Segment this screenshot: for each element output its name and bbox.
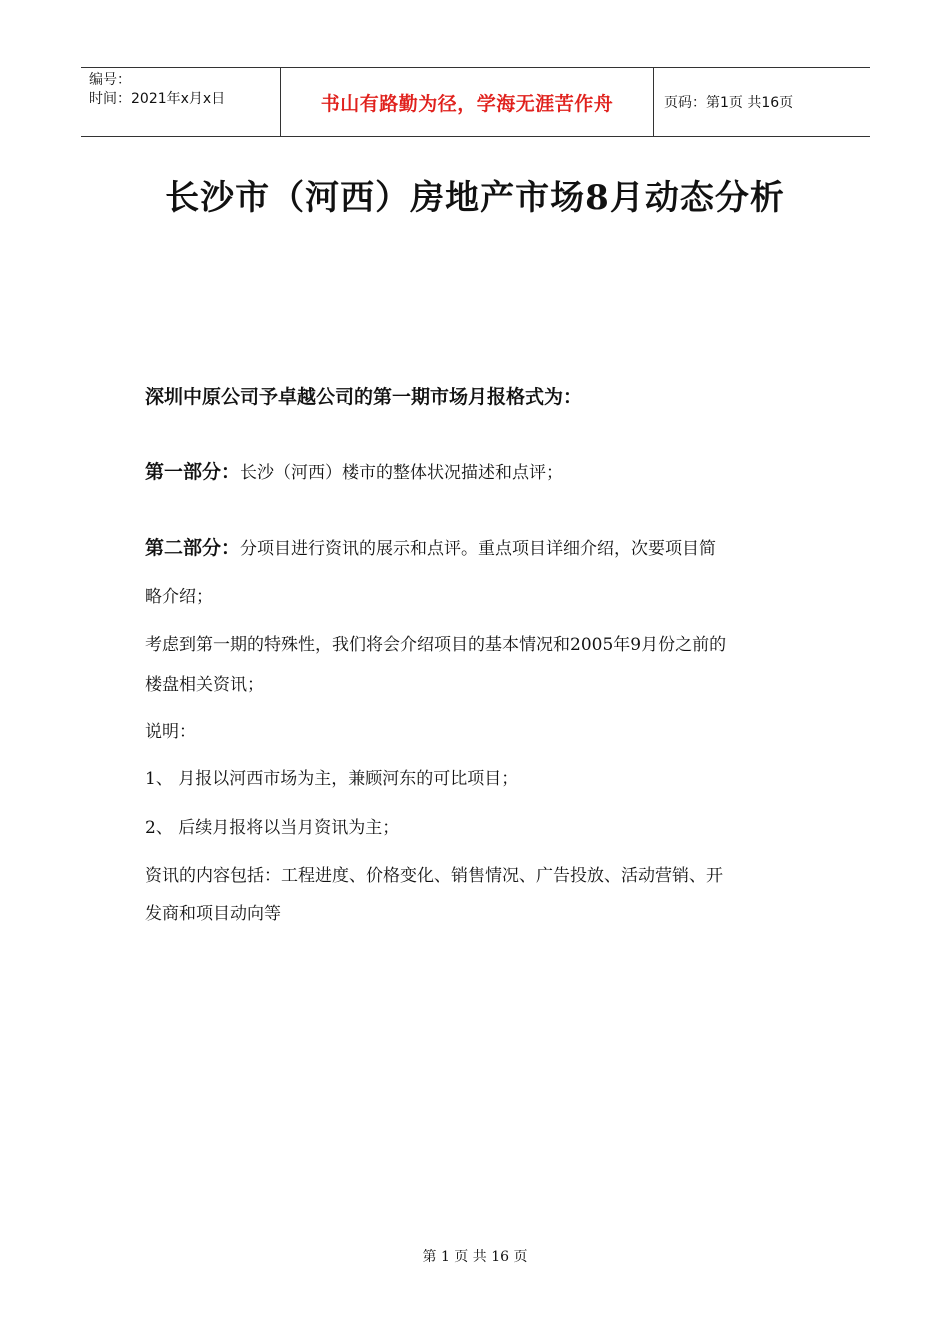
document-header — [81, 67, 870, 137]
document-title: 长沙市（河西）房地产市场8月动态分析 — [165, 178, 785, 218]
page-footer: 第 1 页 共 16 页 — [422, 1249, 528, 1265]
document-time-label: 时间：2021年x月x日 — [89, 91, 226, 107]
part2-text-line2: 略介绍； — [145, 587, 213, 607]
note-item: 2、 后续月报将以当月资讯为主； — [145, 818, 400, 838]
intro-line: 深圳中原公司予卓越公司的第一期市场月报格式为： — [145, 386, 583, 408]
part1-paragraph — [145, 460, 810, 485]
content-line2: 发商和项目动向等 — [145, 904, 281, 924]
part2-paragraph — [145, 536, 810, 561]
document-number-label: 编号： — [89, 72, 131, 88]
consider-line2: 楼盘相关资讯； — [145, 675, 264, 695]
part1-text: 长沙（河西）楼市的整体状况描述和点评； — [240, 463, 564, 483]
header-meta — [81, 68, 281, 136]
note-item: 1、 月报以河西市场为主，兼顾河东的可比项目； — [145, 769, 519, 789]
part2-text-line1: 分项目进行资讯的展示和点评。重点项目详细介绍，次要项目简 — [240, 539, 717, 559]
header-page-info: 页码：第1页 共16页 — [664, 95, 794, 111]
note-label: 说明： — [145, 722, 196, 742]
part2-label: 第二部分： — [145, 537, 241, 559]
content-line1: 资讯的内容包括：工程进度、价格变化、销售情况、广告投放、活动营销、开 — [145, 866, 723, 886]
header-motto: 书山有路勤为径，学海无涯苦作舟 — [281, 68, 654, 136]
part1-label: 第一部分： — [145, 461, 241, 483]
consider-line1: 考虑到第一期的特殊性，我们将会介绍项目的基本情况和2005年9月份之前的 — [145, 635, 727, 655]
